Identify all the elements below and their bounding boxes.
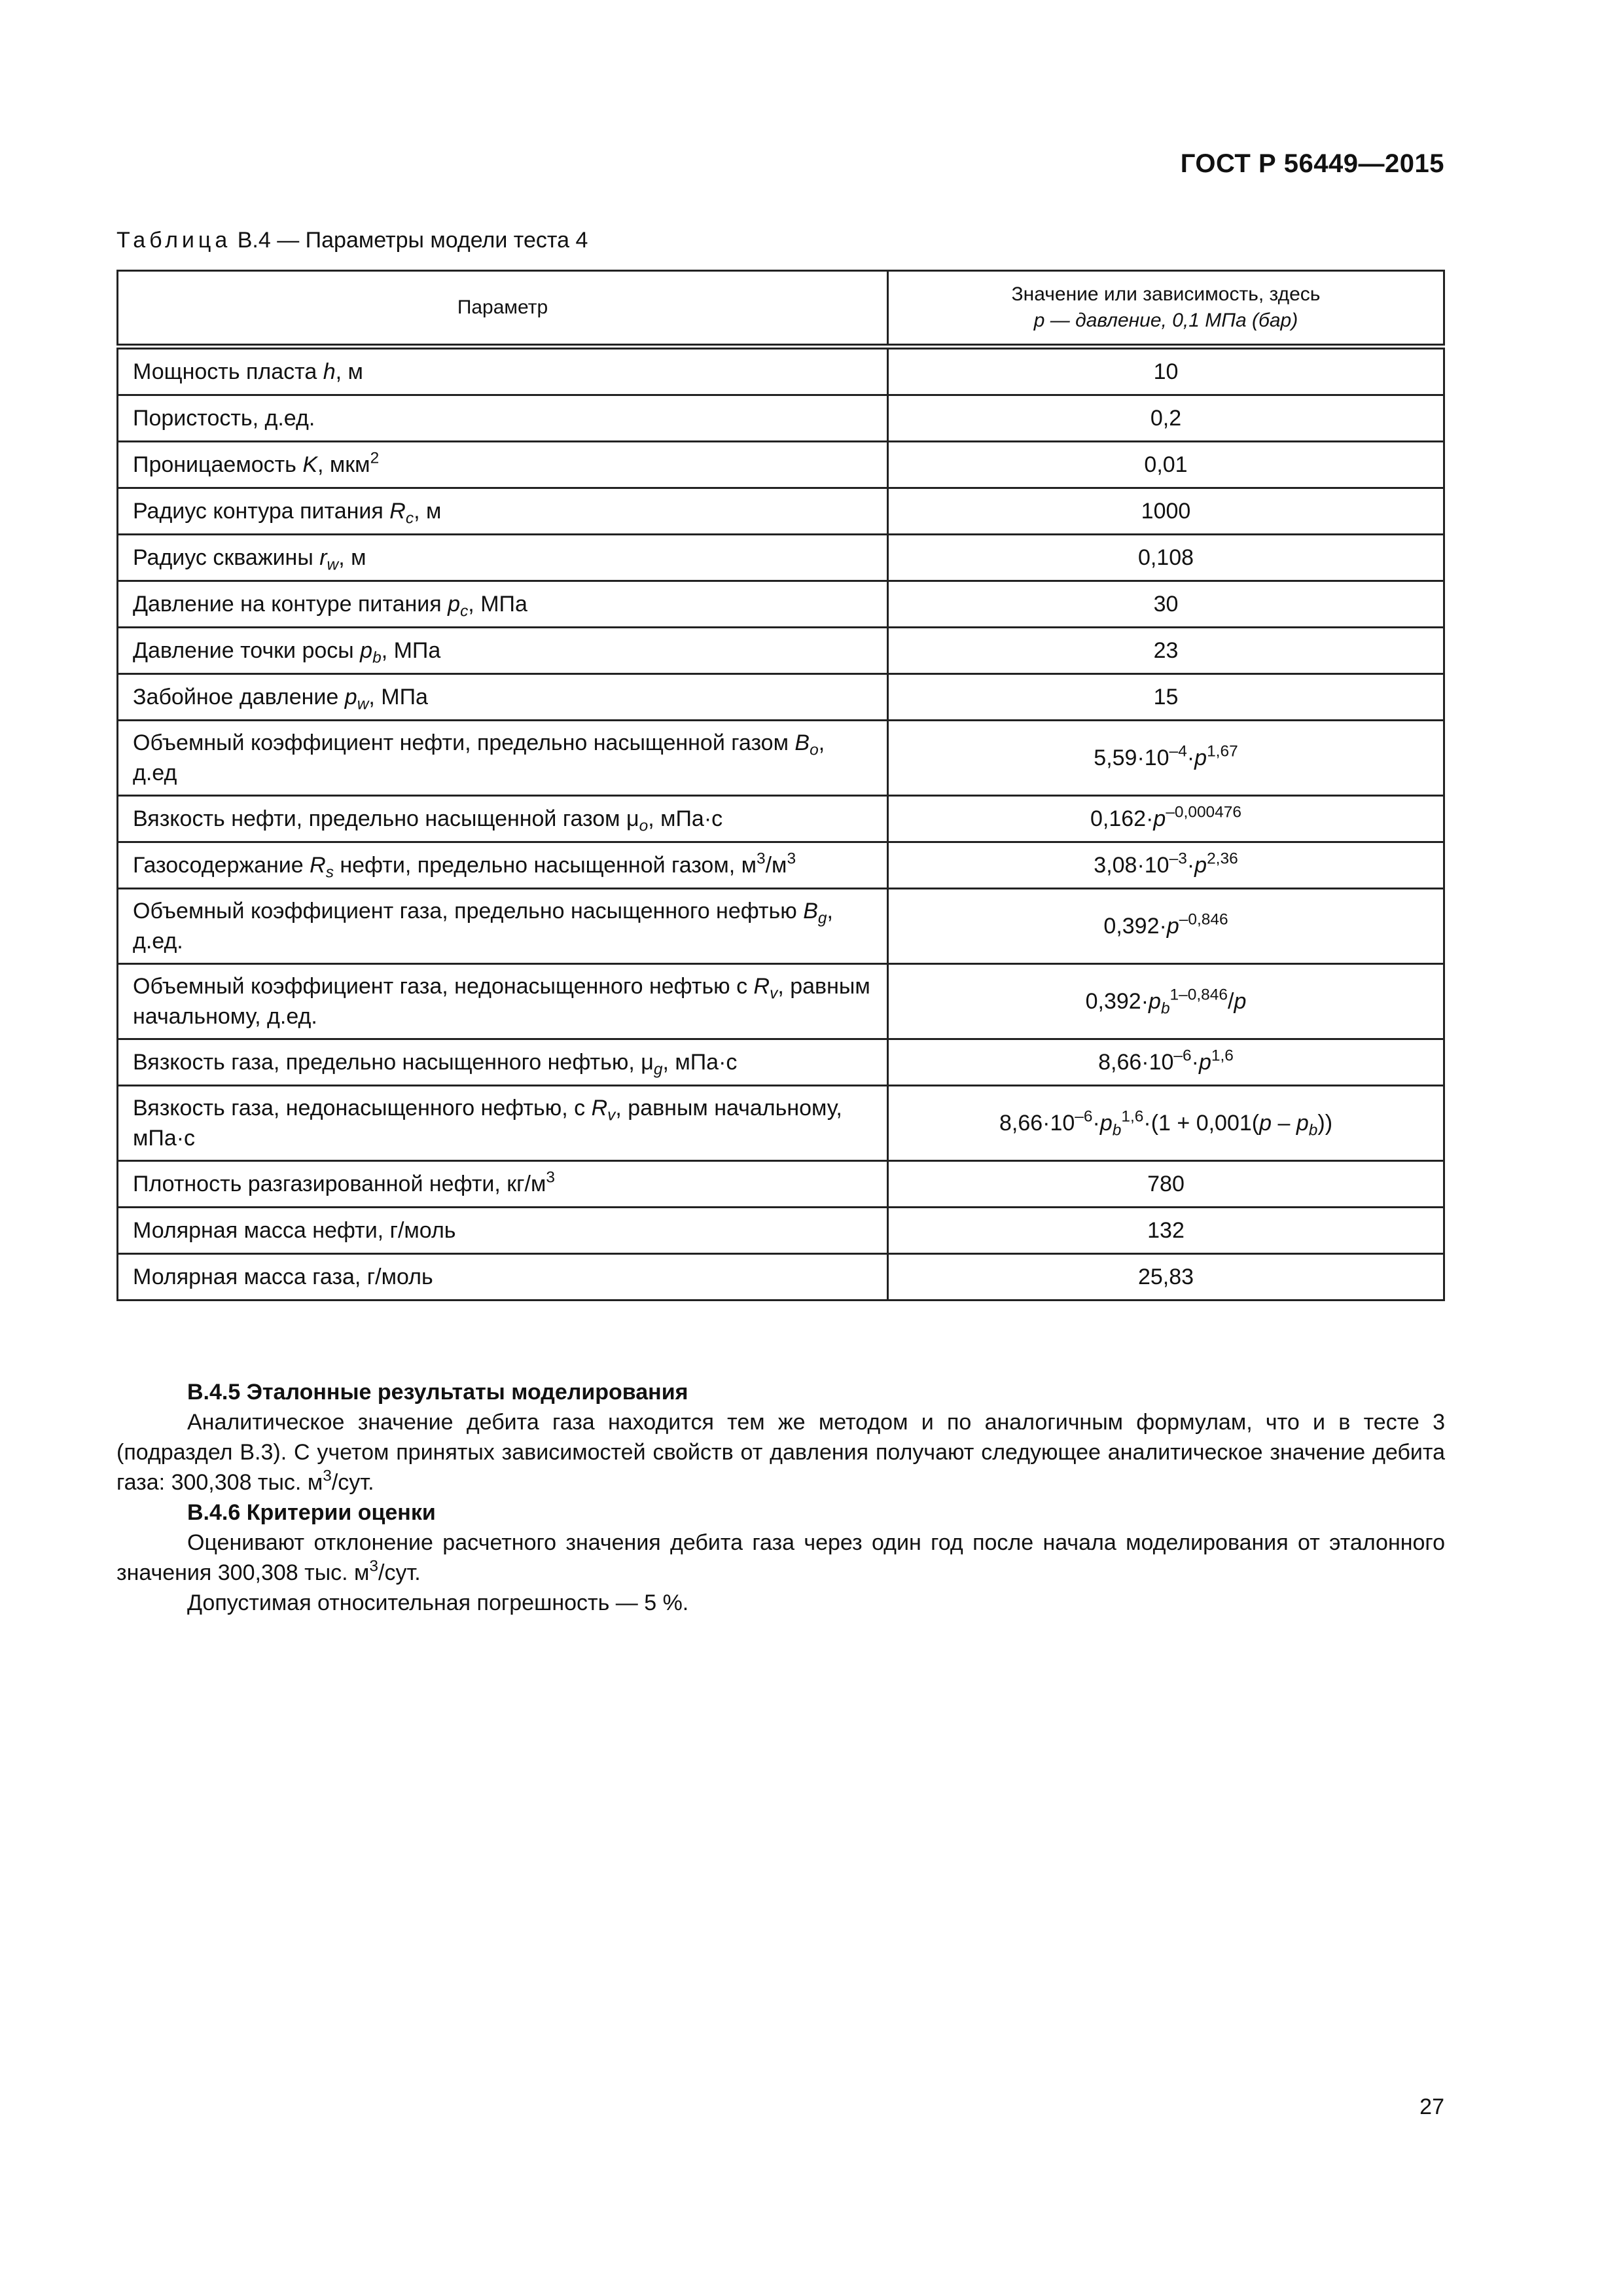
table-row: [118, 721, 1444, 796]
column-header-value-line1: Значение или зависимость, здесь: [1011, 283, 1321, 305]
param-cell: Вязкость газа, недонасыщенного нефтью, с $R_v$, равным начальному, мПа·с: [118, 1086, 888, 1161]
param-cell: Молярная масса газа, г/моль: [118, 1254, 888, 1300]
table-row: [118, 581, 1444, 628]
value-cell: 132: [888, 1208, 1444, 1254]
table-row: [118, 442, 1444, 488]
caption-word: Таблица: [116, 228, 232, 253]
param-cell: Объемный коэффициент газа, предельно насыщенного нефтью $B_g$, д.ед.: [118, 889, 888, 964]
value-cell: $0,392\cdot p^{-0,846}$: [888, 889, 1444, 964]
table-row: [118, 395, 1444, 442]
param-cell: Молярная масса нефти, г/моль: [118, 1208, 888, 1254]
value-cell: $0,392\cdot p_b^{1-0,846}/p$: [888, 964, 1444, 1039]
table-row: [118, 1208, 1444, 1254]
param-cell: Давление точки росы $p_b$, МПа: [118, 628, 888, 674]
table-row: [118, 889, 1444, 964]
value-cell: 0,2: [888, 395, 1444, 442]
param-cell: Плотность разгазированной нефти, $кг/м^3$: [118, 1161, 888, 1208]
value-cell: 10: [888, 347, 1444, 395]
value-cell: $8,66\cdot 10^{-6}\cdot p^{1,6}$: [888, 1039, 1444, 1086]
section-heading-b46: В.4.6 Критерии оценки: [187, 1500, 436, 1525]
param-cell: Забойное давление $p_w$, МПа: [118, 674, 888, 721]
value-cell: 0,108: [888, 535, 1444, 581]
param-cell: Газосодержание $R_s$ нефти, предельно насыщенной газом, $м^3/м^3$: [118, 842, 888, 889]
param-cell: Вязкость нефти, предельно насыщенной газом $\mu_o$, мПа·с: [118, 796, 888, 842]
param-cell: Давление на контуре питания $p_c$, МПа: [118, 581, 888, 628]
table-row: [118, 674, 1444, 721]
paragraph: Оценивают отклонение расчетного значения дебита газа через один год после начала моделирования от эталонного значения 300,308 тыс. $м^3$/сут.: [116, 1530, 1445, 1585]
table-row: [118, 1039, 1444, 1086]
value-cell: $8,66\cdot 10^{-6}\cdot p_b^{1,6}\cdot(1 + 0,001(p - p_b))$: [888, 1086, 1444, 1161]
value-cell: 25,83: [888, 1254, 1444, 1300]
table-row: [118, 347, 1444, 395]
table-row: [118, 796, 1444, 842]
param-cell: Мощность пласта h, м: [118, 347, 888, 395]
table-row: [118, 628, 1444, 674]
value-cell: 15: [888, 674, 1444, 721]
paragraph: Аналитическое значение дебита газа находится тем же методом и по аналогичным формулам, что и в тесте 3 (подраздел В.3). С учетом принятых зависимостей свойств от давления получают следующее аналитическое значение дебита газа: 300,308 тыс. $м^3$/сут.: [116, 1410, 1445, 1495]
value-cell: $5,59\cdot 10^{-4}\cdot p^{1,67}$: [888, 721, 1444, 796]
value-cell: $0,162\cdot p^{-0,000476}$: [888, 796, 1444, 842]
param-cell: Радиус скважины $r_w$, м: [118, 535, 888, 581]
param-cell: Радиус контура питания $R_c$, м: [118, 488, 888, 535]
table-row: [118, 1161, 1444, 1208]
value-cell: 1000: [888, 488, 1444, 535]
table-row: [118, 1086, 1444, 1161]
column-header-value-line2: p — давление, 0,1 МПа (бар): [1033, 310, 1298, 331]
body-text: [116, 1377, 1445, 1618]
paragraph: Допустимая относительная погрешность — 5 %.: [187, 1590, 689, 1615]
table-caption: [116, 228, 588, 253]
table-row: [118, 488, 1444, 535]
param-cell: Вязкость газа, предельно насыщенного нефтью, $\mu_g$, мПа·с: [118, 1039, 888, 1086]
value-cell: 0,01: [888, 442, 1444, 488]
column-header-value: [888, 271, 1444, 347]
value-cell: 23: [888, 628, 1444, 674]
value-cell: 30: [888, 581, 1444, 628]
table-row: [118, 842, 1444, 889]
value-cell: $3,08\cdot 10^{-3}\cdot p^{2,36}$: [888, 842, 1444, 889]
param-cell: Объемный коэффициент газа, недонасыщенного нефтью с $R_v$, равным начальному, д.ед.: [118, 964, 888, 1039]
table-row: [118, 964, 1444, 1039]
section-heading-b45: В.4.5 Эталонные результаты моделирования: [187, 1380, 688, 1405]
value-cell: 780: [888, 1161, 1444, 1208]
param-cell: Объемный коэффициент нефти, предельно насыщенной газом $B_o$, д.ед: [118, 721, 888, 796]
column-header-parameter: Параметр: [118, 271, 888, 347]
table-row: [118, 535, 1444, 581]
table-row: [118, 1254, 1444, 1300]
parameters-table: [116, 270, 1445, 1301]
caption-title: В.4 — Параметры модели теста 4: [231, 228, 588, 253]
param-cell: Проницаемость K, мкм$^2$: [118, 442, 888, 488]
document-id: ГОСТ Р 56449—2015: [1180, 149, 1444, 178]
page-number: 27: [1419, 2094, 1444, 2119]
table-header-row: [118, 271, 1444, 347]
param-cell: Пористость, д.ед.: [118, 395, 888, 442]
